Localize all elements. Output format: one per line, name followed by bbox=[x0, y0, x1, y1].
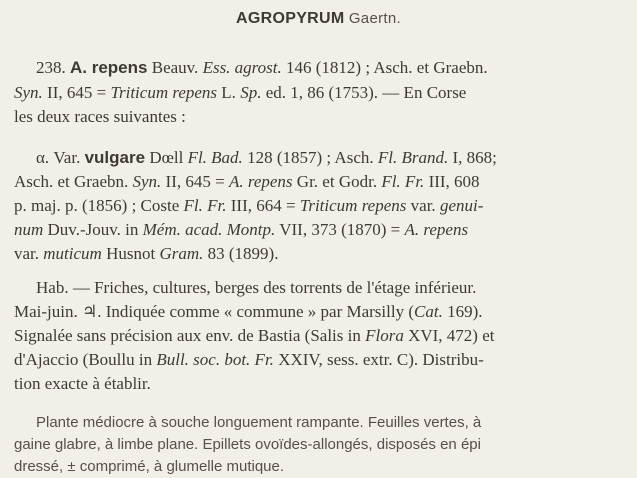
variety-line-1: α. Var. vulgare Dœll Fl. Bad. 128 (1857) ; Asch. Fl. Brand. I, 868; bbox=[36, 148, 497, 167]
description-line-2: gaine glabre, à limbe plane. Epillets ovoïdes-allongés, disposés en épi bbox=[14, 436, 481, 453]
habitat-line-5: tion exacte à établir. bbox=[14, 374, 151, 393]
habitat-line-3: Signalée sans précision aux env. de Bastia (Salis in Flora XVI, 472) et bbox=[14, 326, 495, 345]
habitat-line-1: Hab. — Friches, cultures, berges des torrents de l'étage inférieur. bbox=[36, 278, 477, 297]
variety-line-4: num Duv.-Jouv. in Mém. acad. Montp. VII, 373 (1870) = A. repens bbox=[14, 220, 469, 239]
variety-name: vulgare bbox=[84, 148, 146, 167]
species-name: A. repens bbox=[70, 58, 148, 77]
variety-line-3: p. maj. p. (1856) ; Coste Fl. Fr. III, 664 = Triticum repens var. genui- bbox=[14, 196, 484, 215]
variety-line-2: Asch. et Graebn. Syn. II, 645 = A. repens Gr. et Godr. Fl. Fr. III, 608 bbox=[14, 172, 480, 191]
species-line-1: 238. A. repens Beauv. Ess. agrost. 146 (1812) ; Asch. et Graebn. bbox=[36, 58, 488, 77]
species-line-3: les deux races suivantes : bbox=[14, 107, 186, 126]
species-line-2: Syn. II, 645 = Triticum repens L. Sp. ed. 1, 86 (1753). — En Corse bbox=[14, 83, 467, 102]
description-line-3: dressé, ± comprimé, à glumelle mutique. bbox=[14, 458, 285, 475]
genus-author: Gaertn. bbox=[348, 10, 401, 27]
variety-line-5: var. muticum Husnot Gram. 83 (1899). bbox=[14, 244, 279, 263]
page-header bbox=[0, 10, 637, 28]
habitat-line-4: d'Ajaccio (Boullu in Bull. soc. bot. Fr. XXIV, sess. extr. C). Distribu- bbox=[14, 350, 484, 369]
description-line-1: Plante médiocre à souche longuement rampante. Feuilles vertes, à bbox=[36, 414, 482, 431]
habitat-line-2: Mai-juin. ♃. Indiquée comme « commune » par Marsilly (Cat. 169). bbox=[14, 302, 483, 321]
genus-title: AGROPYRUM bbox=[236, 10, 345, 27]
